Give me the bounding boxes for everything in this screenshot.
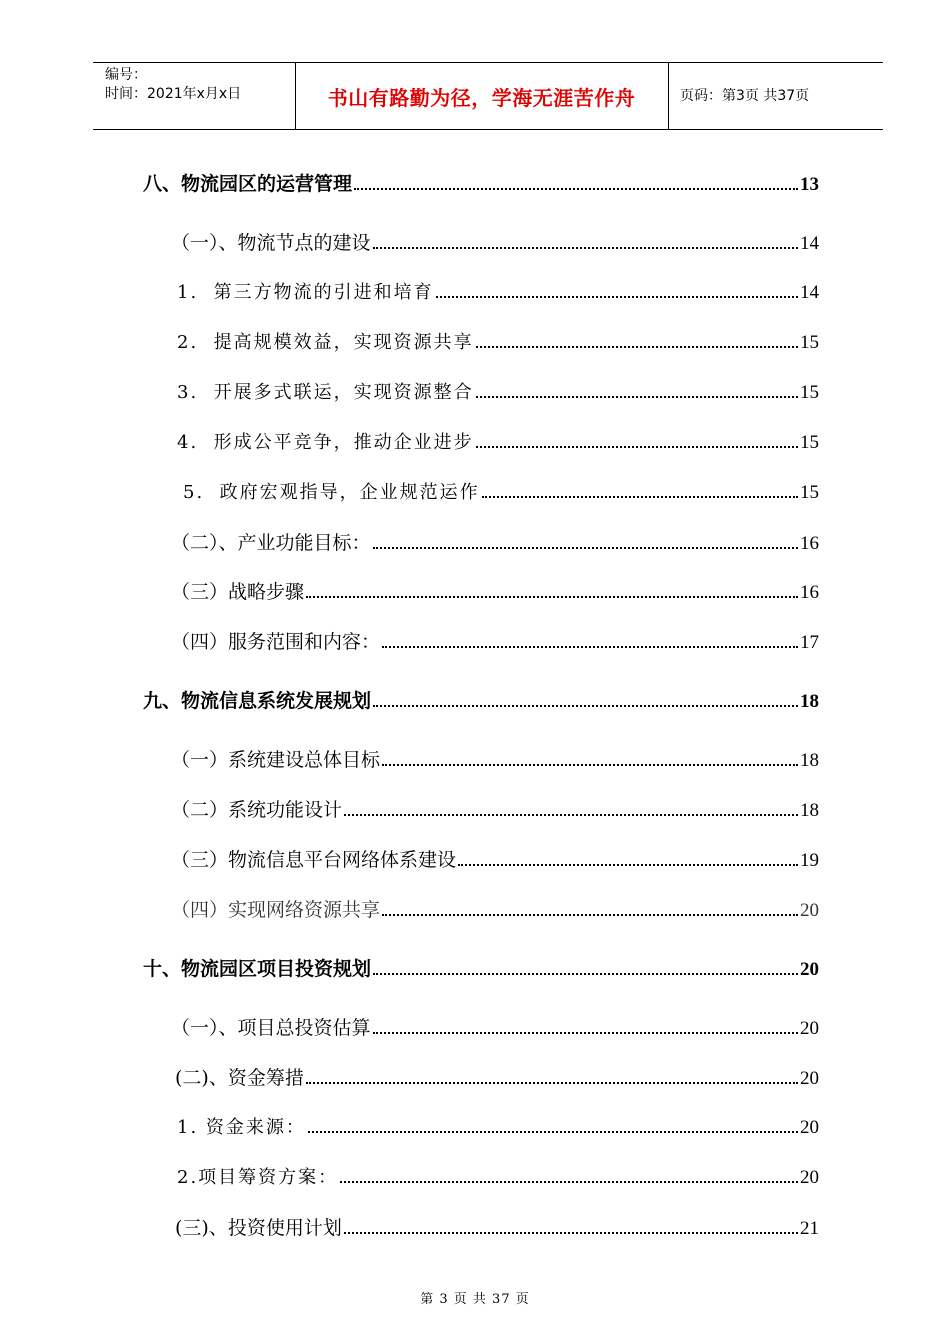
- toc-entry-title: 2.项目筹资方案：: [177, 1167, 339, 1188]
- toc-leader-dots: [373, 1032, 798, 1034]
- toc-entry-title: （二）系统功能设计: [171, 799, 343, 821]
- toc-entry[interactable]: [177, 1163, 819, 1191]
- toc-page-number: 16: [800, 582, 819, 603]
- toc-page-number: 21: [800, 1218, 819, 1239]
- toc-entry[interactable]: [177, 378, 819, 406]
- toc-entry-title: 1. 第三方物流的引进和培育: [177, 282, 434, 303]
- toc-page-number: 16: [800, 533, 819, 554]
- toc-entry[interactable]: [177, 1113, 819, 1141]
- toc-entry-title: （一）系统建设总体目标: [171, 749, 381, 771]
- toc-entry[interactable]: [171, 895, 819, 923]
- toc-entry[interactable]: [177, 328, 819, 356]
- toc-entry[interactable]: [177, 428, 819, 456]
- toc-leader-dots: [354, 188, 798, 190]
- toc-entry-title: （二）、产业功能目标：: [171, 532, 371, 554]
- header-number-label: 编号：: [105, 67, 147, 83]
- toc-leader-dots: [344, 1232, 798, 1234]
- toc-entry[interactable]: [171, 795, 819, 823]
- toc-page-number: 20: [800, 1117, 819, 1138]
- toc-leader-dots: [373, 705, 798, 707]
- toc-leader-dots: [382, 914, 798, 916]
- header-page-info: 页码：第3页 共37页: [680, 88, 810, 104]
- toc-entry-title: 5. 政府宏观指导，企业规范运作: [183, 482, 480, 503]
- toc-page-number: 15: [800, 382, 819, 403]
- toc-leader-dots: [436, 296, 798, 298]
- toc-leader-dots: [382, 646, 798, 648]
- toc-leader-dots: [476, 396, 798, 398]
- page-footer: 第 3 页 共 37 页: [420, 1292, 530, 1307]
- toc-page-number: 15: [800, 432, 819, 453]
- toc-leader-dots: [476, 446, 798, 448]
- toc-entry[interactable]: [177, 278, 819, 306]
- toc-page-number: 13: [800, 174, 819, 195]
- toc-leader-dots: [382, 764, 798, 766]
- toc-entry[interactable]: [175, 1063, 819, 1091]
- toc-leader-dots: [482, 496, 798, 498]
- toc-entry-title: 3. 开展多式联运，实现资源整合: [177, 382, 474, 403]
- toc-page-number: 17: [800, 632, 819, 653]
- toc-leader-dots: [308, 1131, 798, 1133]
- toc-leader-dots: [373, 247, 798, 249]
- toc-entry-title: （四）实现网络资源共享: [171, 899, 381, 921]
- toc-entry-title: 4. 形成公平竞争，推动企业进步: [177, 432, 474, 453]
- toc-page-number: 18: [800, 691, 819, 712]
- toc-leader-dots: [306, 596, 798, 598]
- toc-leader-dots: [476, 346, 798, 348]
- toc-page-number: 14: [800, 282, 819, 303]
- toc-entry-title: （一）、项目总投资估算: [171, 1017, 371, 1039]
- toc-entry-title: （三）物流信息平台网络体系建设: [171, 849, 457, 871]
- toc-entry-title: （四）服务范围和内容：: [171, 631, 381, 653]
- toc-page-number: 20: [800, 959, 819, 980]
- header-time-label: 时间：2021年x月x日: [105, 86, 242, 102]
- toc-page-number: 19: [800, 850, 819, 871]
- toc-entry-title: 十、物流园区项目投资规划: [143, 958, 372, 980]
- toc-entry[interactable]: [171, 577, 819, 605]
- toc-entry[interactable]: [171, 528, 819, 556]
- toc-entry[interactable]: [171, 745, 819, 773]
- toc-page-number: 15: [800, 482, 819, 503]
- toc-entry-chapter-8[interactable]: [143, 169, 819, 197]
- toc-leader-dots: [344, 814, 798, 816]
- toc-entry-chapter-10[interactable]: [143, 954, 819, 982]
- toc-entry-title: 九、物流信息系统发展规划: [143, 690, 372, 712]
- toc-entry[interactable]: [171, 1013, 819, 1041]
- toc-leader-dots: [306, 1082, 798, 1084]
- toc-entry-title: 八、物流园区的运营管理: [143, 173, 353, 195]
- toc-leader-dots: [373, 547, 798, 549]
- toc-page-number: 20: [800, 900, 819, 921]
- toc-entry[interactable]: [183, 478, 819, 506]
- toc-page-number: 18: [800, 800, 819, 821]
- toc-leader-dots: [458, 864, 798, 866]
- toc-entry-title: （一）、物流节点的建设: [171, 232, 371, 254]
- header-motto: 书山有路勤为径，学海无涯苦作舟: [327, 85, 636, 110]
- toc-entry-chapter-9[interactable]: [143, 686, 819, 714]
- toc-entry[interactable]: [171, 627, 819, 655]
- toc-entry[interactable]: [171, 845, 819, 873]
- toc-page-number: 20: [800, 1018, 819, 1039]
- toc-entry-title: 1. 资金来源：: [177, 1117, 306, 1138]
- toc-page-number: 18: [800, 750, 819, 771]
- toc-page-number: 20: [800, 1167, 819, 1188]
- toc-page-number: 14: [800, 233, 819, 254]
- toc-page-number: 20: [800, 1068, 819, 1089]
- toc-page-number: 15: [800, 332, 819, 353]
- toc-entry-title: (三)、投资使用计划: [175, 1217, 342, 1239]
- toc-entry-title: （三）战略步骤: [171, 581, 305, 603]
- toc-leader-dots: [373, 973, 798, 975]
- toc-leader-dots: [340, 1181, 798, 1183]
- toc-entry-title: 2. 提高规模效益，实现资源共享: [177, 332, 474, 353]
- toc-entry[interactable]: [175, 1213, 819, 1241]
- toc-entry[interactable]: [171, 228, 819, 256]
- toc-entry-title: (二)、资金筹措: [175, 1067, 304, 1089]
